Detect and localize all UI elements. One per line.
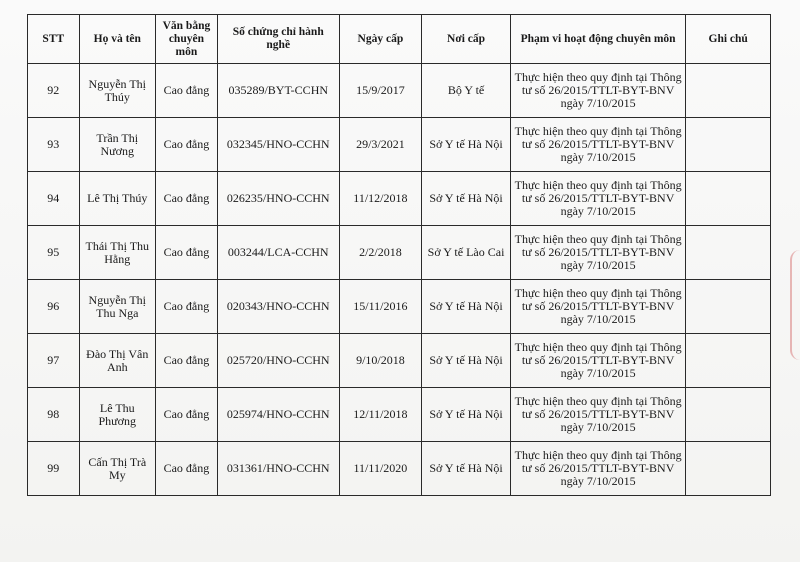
cell-place: Sở Y tế Hà Nội [422, 442, 511, 496]
cell-degree: Cao đẳng [155, 172, 217, 226]
cell-scope: Thực hiện theo quy định tại Thông tư số 26/2015/TTLT-BYT-BNV ngày 7/10/2015 [510, 280, 685, 334]
cell-date: 15/11/2016 [339, 280, 422, 334]
cell-place: Sở Y tế Hà Nội [422, 388, 511, 442]
cell-degree: Cao đẳng [155, 226, 217, 280]
table-row [28, 226, 771, 280]
cell-scope: Thực hiện theo quy định tại Thông tư số 26/2015/TTLT-BYT-BNV ngày 7/10/2015 [510, 334, 685, 388]
cell-note [686, 388, 771, 442]
cell-note [686, 442, 771, 496]
cell-note [686, 334, 771, 388]
cell-date: 29/3/2021 [339, 118, 422, 172]
cell-scope: Thực hiện theo quy định tại Thông tư số 26/2015/TTLT-BYT-BNV ngày 7/10/2015 [510, 226, 685, 280]
cell-cert: 003244/LCA-CCHN [217, 226, 339, 280]
cell-date: 2/2/2018 [339, 226, 422, 280]
cell-date: 11/12/2018 [339, 172, 422, 226]
cell-stt: 96 [28, 280, 80, 334]
cell-cert: 025974/HNO-CCHN [217, 388, 339, 442]
table-row [28, 442, 771, 496]
cell-date: 15/9/2017 [339, 64, 422, 118]
header-degree: Văn bằng chuyên môn [155, 15, 217, 64]
table-row [28, 388, 771, 442]
cell-degree: Cao đẳng [155, 442, 217, 496]
cell-stt: 92 [28, 64, 80, 118]
header-date: Ngày cấp [339, 15, 422, 64]
cell-degree: Cao đẳng [155, 280, 217, 334]
cell-degree: Cao đẳng [155, 64, 217, 118]
cell-cert: 025720/HNO-CCHN [217, 334, 339, 388]
header-scope: Phạm vi hoạt động chuyên môn [510, 15, 685, 64]
cell-scope: Thực hiện theo quy định tại Thông tư số 26/2015/TTLT-BYT-BNV ngày 7/10/2015 [510, 388, 685, 442]
cell-cert: 031361/HNO-CCHN [217, 442, 339, 496]
stamp-edge [790, 250, 800, 360]
cell-stt: 95 [28, 226, 80, 280]
cell-name: Cấn Thị Trà My [79, 442, 155, 496]
cell-cert: 035289/BYT-CCHN [217, 64, 339, 118]
cell-name: Lê Thị Thúy [79, 172, 155, 226]
cell-note [686, 118, 771, 172]
cell-stt: 98 [28, 388, 80, 442]
table-row [28, 280, 771, 334]
cell-place: Sở Y tế Hà Nội [422, 334, 511, 388]
cell-name: Đào Thị Vân Anh [79, 334, 155, 388]
table-header-row [28, 15, 771, 64]
cell-note [686, 172, 771, 226]
cell-degree: Cao đẳng [155, 388, 217, 442]
cell-place: Sở Y tế Lào Cai [422, 226, 511, 280]
header-cert: Số chứng chỉ hành nghề [217, 15, 339, 64]
cell-note [686, 280, 771, 334]
cell-place: Sở Y tế Hà Nội [422, 280, 511, 334]
cell-note [686, 226, 771, 280]
table-row [28, 118, 771, 172]
cell-name: Nguyễn Thị Thu Nga [79, 280, 155, 334]
cell-scope: Thực hiện theo quy định tại Thông tư số 26/2015/TTLT-BYT-BNV ngày 7/10/2015 [510, 64, 685, 118]
table-row [28, 334, 771, 388]
header-place: Nơi cấp [422, 15, 511, 64]
cell-place: Sở Y tế Hà Nội [422, 118, 511, 172]
cell-stt: 97 [28, 334, 80, 388]
cell-place: Sở Y tế Hà Nội [422, 172, 511, 226]
cell-stt: 94 [28, 172, 80, 226]
header-name: Họ và tên [79, 15, 155, 64]
cell-degree: Cao đẳng [155, 118, 217, 172]
cell-scope: Thực hiện theo quy định tại Thông tư số 26/2015/TTLT-BYT-BNV ngày 7/10/2015 [510, 172, 685, 226]
cell-note [686, 64, 771, 118]
cell-date: 9/10/2018 [339, 334, 422, 388]
cell-name: Lê Thu Phương [79, 388, 155, 442]
cell-cert: 032345/HNO-CCHN [217, 118, 339, 172]
cell-cert: 020343/HNO-CCHN [217, 280, 339, 334]
table-row [28, 64, 771, 118]
cell-place: Bộ Y tế [422, 64, 511, 118]
cell-stt: 93 [28, 118, 80, 172]
cell-name: Nguyễn Thị Thúy [79, 64, 155, 118]
header-stt: STT [28, 15, 80, 64]
cell-date: 12/11/2018 [339, 388, 422, 442]
cell-degree: Cao đẳng [155, 334, 217, 388]
cell-date: 11/11/2020 [339, 442, 422, 496]
cell-name: Trần Thị Nương [79, 118, 155, 172]
cell-name: Thái Thị Thu Hằng [79, 226, 155, 280]
staff-license-table [27, 14, 771, 496]
table-row [28, 172, 771, 226]
cell-stt: 99 [28, 442, 80, 496]
header-note: Ghi chú [686, 15, 771, 64]
cell-cert: 026235/HNO-CCHN [217, 172, 339, 226]
cell-scope: Thực hiện theo quy định tại Thông tư số 26/2015/TTLT-BYT-BNV ngày 7/10/2015 [510, 118, 685, 172]
cell-scope: Thực hiện theo quy định tại Thông tư số 26/2015/TTLT-BYT-BNV ngày 7/10/2015 [510, 442, 685, 496]
